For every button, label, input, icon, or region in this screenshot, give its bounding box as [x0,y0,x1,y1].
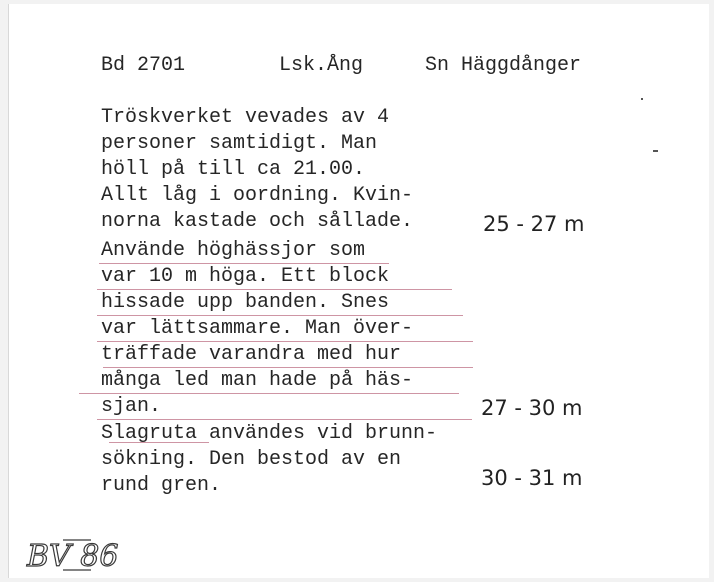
pencil-underline [79,393,459,394]
text-line: hissade upp banden. Snes [101,291,390,314]
text-line: Allt låg i oordning. Kvin- [101,184,414,207]
text-line: träffade varandra med hur [101,343,402,366]
parish-label: Sn Häggdånger [425,54,582,77]
text-line: höll på till ca 21.00. [101,158,366,181]
stray-mark [653,150,658,152]
pencil-underline [97,289,452,290]
handwritten-catalog-mark [23,534,153,576]
text-line: norna kastade och sållade. [101,210,414,233]
catalog-mark-text: BV 86 [27,539,119,574]
stray-mark [641,98,643,100]
measurement-range: 27 - 30 m [481,396,583,420]
text-line: Tröskverket vevades av 4 [101,106,390,129]
text-line: personer samtidigt. Man [101,132,378,155]
text-line: var lättsammare. Man över- [101,317,414,340]
pencil-underline [109,442,209,443]
text-line: Slagruta användes vid brunn- [101,422,438,445]
text-line: rund gren. [101,474,222,497]
area-label: Lsk.Ång [279,54,364,77]
text-line: sökning. Den bestod av en [101,448,402,471]
index-card [8,4,709,578]
text-line: var 10 m höga. Ett block [101,265,390,288]
pencil-underline [97,341,473,342]
record-number: Bd 2701 [101,54,186,77]
pencil-underline [99,263,389,264]
text-line: många led man hade på häs- [101,369,414,392]
pencil-underline [97,419,472,420]
measurement-range: 30 - 31 m [481,466,583,490]
text-line: sjan. [101,395,162,418]
pencil-underline [97,315,463,316]
text-line: Använde höghässjor som [101,239,366,262]
measurement-range: 25 - 27 m [483,212,585,236]
pencil-underline [103,367,473,368]
